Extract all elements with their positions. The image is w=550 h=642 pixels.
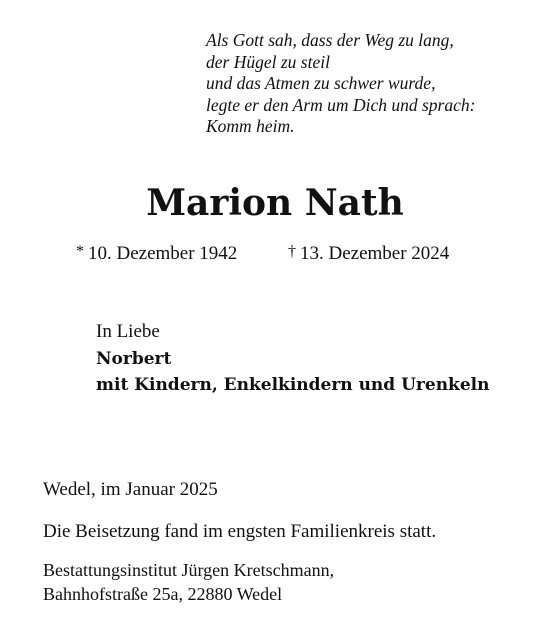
- poem-line: legte er den Arm um Dich und sprach:: [206, 94, 476, 115]
- mourner-line: mit Kindern, Enkelkindern und Urenkeln: [96, 375, 490, 395]
- poem-line: Als Gott sah, dass der Weg zu lang,: [206, 30, 454, 50]
- place-date: Wedel, im Januar 2025: [43, 479, 218, 500]
- death-symbol: †: [288, 243, 296, 260]
- poem-line: der Hügel zu steil: [206, 51, 330, 72]
- funeral-note: Die Beisetzung fand im engsten Familienkreis statt.: [43, 521, 437, 542]
- mourners-intro: In Liebe: [96, 321, 160, 342]
- undertaker-line: Bestattungsinstitut Jürgen Kretschmann,: [43, 560, 335, 580]
- death-date-text: 13. Dezember 2024: [300, 243, 450, 264]
- poem-line: und das Atmen zu schwer wurde,: [206, 73, 436, 93]
- poem: [206, 30, 475, 138]
- birth-date-text: 10. Dezember 1942: [88, 243, 238, 264]
- birth-symbol: *: [76, 243, 84, 260]
- birth-date: [76, 240, 237, 266]
- mourner-line: Norbert: [96, 349, 172, 369]
- undertaker: [43, 558, 334, 606]
- mourners: [96, 318, 489, 398]
- undertaker-line: Bahnhofstraße 25a, 22880 Wedel: [43, 584, 283, 604]
- death-date: [288, 240, 449, 266]
- poem-line: Komm heim.: [206, 116, 295, 136]
- deceased-name: Marion Nath: [146, 182, 404, 224]
